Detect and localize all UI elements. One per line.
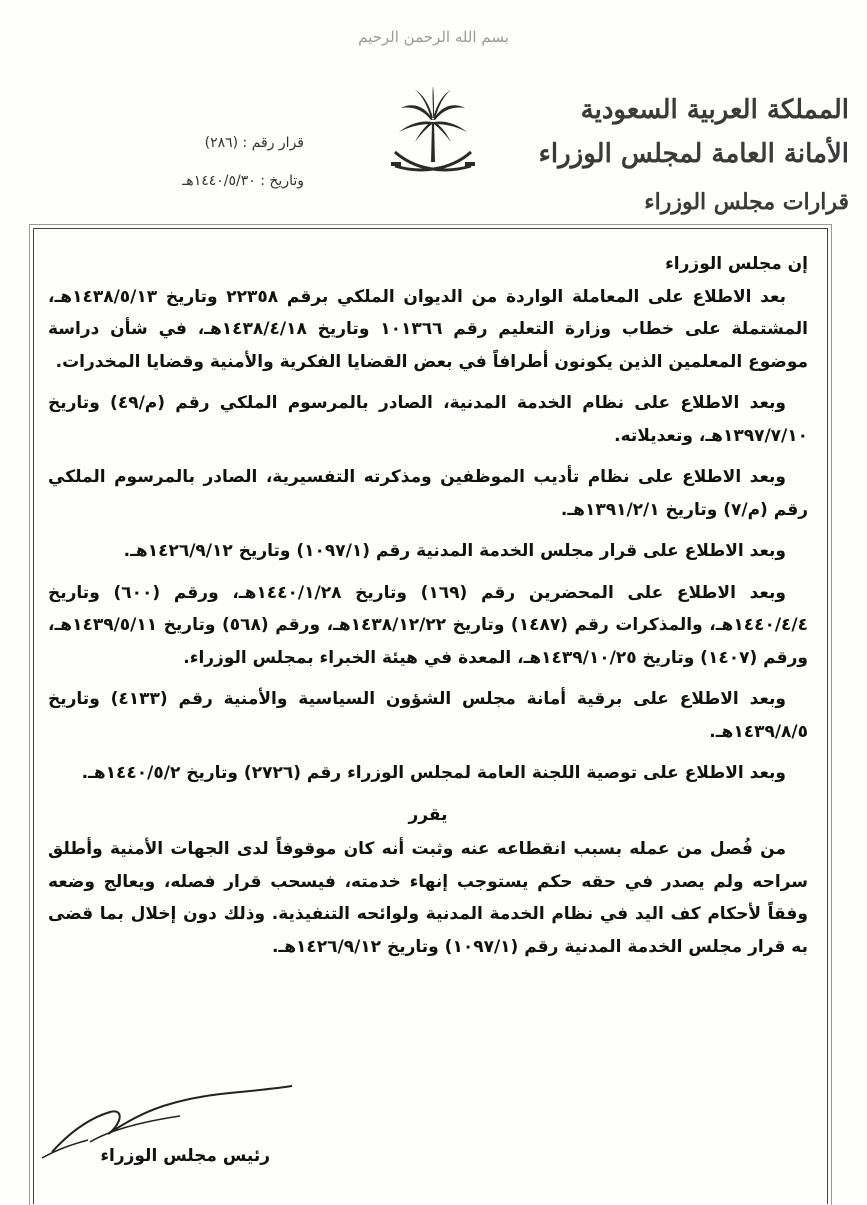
section-name: قرارات مجلس الوزراء — [644, 189, 849, 215]
decision-paragraph: من فُصل من عمله بسبب انقطاعه عنه وثبت أنه كان موقوفاً لدى الجهات الأمنية وأطلق سراحه ولم يصدر في حقه حكم يستوجب إنهاء خدمته، فيسحب قرار فصله، ويعالج وضعه وفقاً لأحكام كف اليد في نظام الخدمة المدنية ولوائحه التنفيذية. وذلك دون إخلال بما قضى به قرار مجلس الخدمة المدنية رقم (١٠٩٧/١) وتاريخ ١٤٢٦/٩/١٢هـ. — [48, 839, 808, 957]
paragraph: وبعد الاطلاع على توصية اللجنة العامة لمجلس الوزراء رقم (٢٧٢٦) وتاريخ ١٤٤٠/٥/٢هـ. — [81, 763, 786, 783]
paragraph: وبعد الاطلاع على برقية أمانة مجلس الشؤون السياسية والأمنية رقم (٤١٣٣) وتاريخ ١٤٣٩/٨/٥هـ. — [48, 689, 808, 742]
paragraph: بعد الاطلاع على المعاملة الواردة من الديوان الملكي برقم ٢٢٣٥٨ وتاريخ ١٤٣٨/٥/١٣هـ، المشتملة على خطاب وزارة التعليم رقم ١٠١٣٦٦ وتاريخ ١٤٣٨/٤/١٨هـ، في شأن دراسة موضوع المعلمين الذين يكونون أطرافاً في بعض القضايا الفكرية والأمنية وقضايا المخدرات. — [48, 286, 808, 372]
basmala: بسم الله الرحمن الرحيم — [358, 28, 509, 46]
secretariat-name: الأمانة العامة لمجلس الوزراء — [538, 139, 849, 169]
decision-number: قرار رقم : (٢٨٦) — [204, 135, 304, 151]
decision-meta — [74, 124, 304, 200]
paragraph: وبعد الاطلاع على نظام تأديب الموظفين ومذكرته التفسيرية، الصادر بالمرسوم الملكي رقم (م/٧) وتاريخ ١٣٩١/٢/١هـ. — [48, 467, 808, 520]
paragraph: وبعد الاطلاع على قرار مجلس الخدمة المدنية رقم (١٠٩٧/١) وتاريخ ١٤٢٦/٩/١٢هـ. — [123, 541, 786, 561]
signer-title: رئيس مجلس الوزراء — [100, 1146, 270, 1166]
resolves-heading: يقرر — [408, 804, 448, 825]
country-name: المملكة العربية السعودية — [580, 95, 849, 125]
paragraph: وبعد الاطلاع على المحضرين رقم (١٦٩) وتاريخ ١٤٤٠/١/٢٨هـ، ورقم (٦٠٠) وتاريخ ١٤٤٠/٤/٤هـ، والمذكرات رقم (١٤٨٧) وتاريخ ١٤٣٨/١٢/٢٢هـ، ورقم (٥٦٨) وتاريخ ١٤٣٩/٥/١١هـ، ورقم (١٤٠٧) وتاريخ ١٤٣٩/١٠/٢٥هـ، المعدة في هيئة الخبراء بمجلس الوزراء. — [48, 582, 808, 668]
opening-line: إن مجلس الوزراء — [665, 254, 808, 274]
letterhead — [538, 88, 849, 222]
paragraph: وبعد الاطلاع على نظام الخدمة المدنية، الصادر بالمرسوم الملكي رقم (م/٤٩) وتاريخ ١٣٩٧/٧/١٠هـ، وتعديلاته. — [48, 393, 808, 446]
document-body — [48, 248, 808, 972]
decision-date: وتاريخ : ١٤٤٠/٥/٣٠هـ — [182, 173, 304, 189]
palm-and-crossed-swords-emblem — [385, 82, 481, 190]
